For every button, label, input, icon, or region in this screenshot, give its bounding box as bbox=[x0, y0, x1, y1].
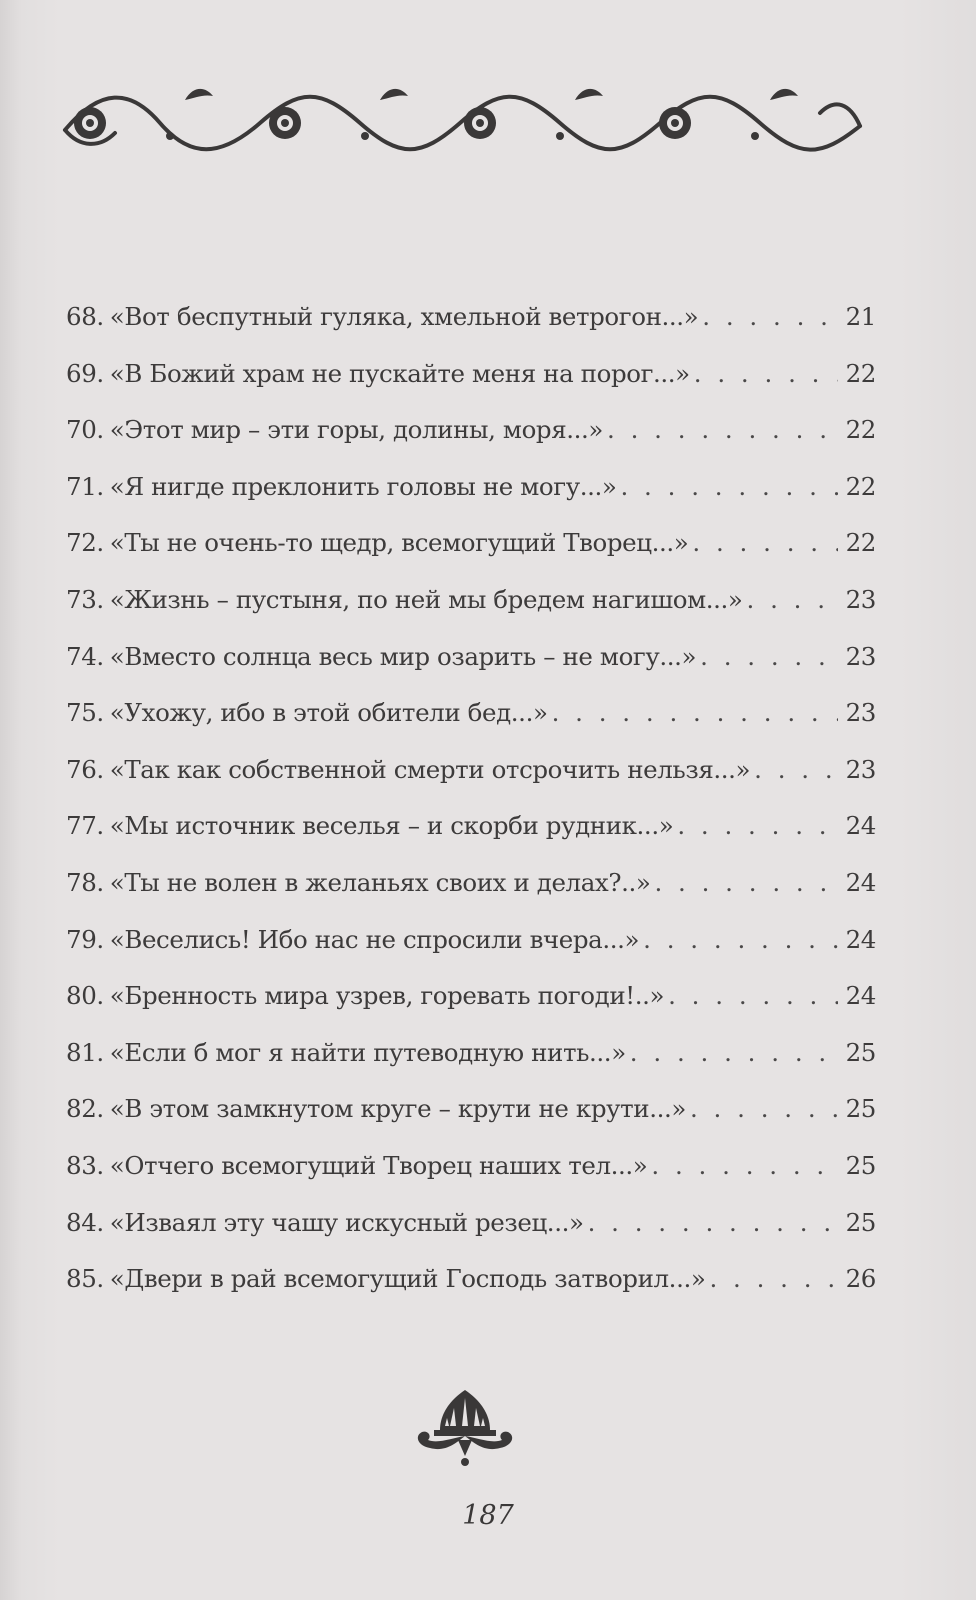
toc-leader-dots bbox=[754, 755, 838, 784]
toc-entry-number: 69. bbox=[66, 358, 104, 388]
toc-entry-number: 80. bbox=[66, 981, 104, 1011]
toc-entry bbox=[66, 1094, 876, 1151]
toc-leader-dots bbox=[651, 1151, 838, 1180]
toc-leader-dots bbox=[702, 302, 838, 331]
toc-leader-dots bbox=[694, 359, 838, 388]
toc-entry-title: «Вместо солнца весь мир озарить – не могу...» bbox=[109, 641, 697, 671]
toc-entry-page: 24 bbox=[845, 867, 876, 897]
toc-entry-number: 74. bbox=[66, 641, 104, 671]
toc-leader-dots bbox=[654, 868, 838, 897]
toc-entry-title: «Ухожу, ибо в этой обители бед...» bbox=[109, 698, 548, 728]
toc-entry-page: 25 bbox=[845, 1037, 876, 1067]
toc-entry-number: 85. bbox=[66, 1264, 104, 1294]
toc-entry-title: «Ты не волен в желаньях своих и делах?..» bbox=[109, 867, 651, 897]
toc-entry-page: 23 bbox=[845, 754, 876, 784]
toc-entry-number: 73. bbox=[66, 584, 104, 614]
toc-entry bbox=[66, 1264, 876, 1321]
toc-leader-dots bbox=[643, 925, 838, 954]
toc-entry-title: «Изваял эту чашу искусный резец...» bbox=[109, 1207, 584, 1237]
toc-entry-title: «Так как собственной смерти отсрочить нельзя...» bbox=[109, 754, 751, 784]
table-of-contents bbox=[66, 302, 876, 1321]
toc-entry bbox=[66, 472, 876, 529]
toc-leader-dots bbox=[692, 528, 838, 557]
toc-entry bbox=[66, 415, 876, 472]
toc-entry-number: 72. bbox=[66, 528, 104, 558]
palmette-ornament-icon bbox=[410, 1386, 520, 1470]
toc-entry-page: 25 bbox=[845, 1094, 876, 1124]
toc-leader-dots bbox=[747, 585, 838, 614]
toc-entry-number: 82. bbox=[66, 1094, 104, 1124]
toc-entry-page: 26 bbox=[845, 1264, 876, 1294]
toc-leader-dots bbox=[588, 1208, 838, 1237]
toc-entry-page: 23 bbox=[845, 584, 876, 614]
toc-leader-dots bbox=[709, 1264, 838, 1293]
toc-leader-dots bbox=[552, 698, 838, 727]
toc-entry bbox=[66, 302, 876, 359]
toc-entry-page: 22 bbox=[845, 528, 876, 558]
toc-leader-dots bbox=[677, 811, 838, 840]
toc-leader-dots bbox=[607, 415, 838, 444]
toc-entry-number: 81. bbox=[66, 1037, 104, 1067]
toc-entry bbox=[66, 811, 876, 868]
toc-entry-title: «Этот мир – эти горы, долины, моря...» bbox=[109, 415, 604, 445]
toc-entry bbox=[66, 642, 876, 699]
toc-entry-title: «Бренность мира узрев, горевать погоди!..» bbox=[109, 981, 665, 1011]
toc-entry-title: «Веселись! Ибо нас не спросили вчера...» bbox=[109, 924, 640, 954]
toc-entry-title: «Я нигде преклонить головы не могу...» bbox=[109, 471, 617, 501]
toc-entry-number: 75. bbox=[66, 698, 104, 728]
toc-entry-number: 68. bbox=[66, 302, 104, 331]
toc-entry bbox=[66, 755, 876, 812]
toc-entry-title: «В Божий храм не пускайте меня на порог...» bbox=[109, 358, 690, 388]
toc-entry-number: 77. bbox=[66, 811, 104, 841]
toc-entry-page: 22 bbox=[845, 415, 876, 445]
toc-entry-page: 25 bbox=[845, 1207, 876, 1237]
scroll-border-ornament-icon bbox=[60, 78, 875, 158]
toc-leader-dots bbox=[690, 1094, 838, 1123]
toc-entry-title: «Ты не очень-то щедр, всемогущий Творец...» bbox=[109, 528, 689, 558]
toc-entry-title: «Если б мог я найти путеводную нить...» bbox=[109, 1037, 626, 1067]
toc-entry-number: 71. bbox=[66, 471, 104, 501]
toc-entry-page: 21 bbox=[845, 302, 876, 331]
toc-leader-dots bbox=[630, 1038, 838, 1067]
toc-entry-page: 24 bbox=[845, 981, 876, 1011]
toc-entry bbox=[66, 1151, 876, 1208]
toc-entry-title: «Отчего всемогущий Творец наших тел...» bbox=[109, 1150, 648, 1180]
toc-entry-title: «Мы источник веселья – и скорби рудник...» bbox=[109, 811, 674, 841]
toc-entry bbox=[66, 981, 876, 1038]
toc-entry-page: 23 bbox=[845, 641, 876, 671]
toc-entry-number: 79. bbox=[66, 924, 104, 954]
toc-entry-page: 22 bbox=[845, 358, 876, 388]
toc-entry-page: 25 bbox=[845, 1150, 876, 1180]
toc-leader-dots bbox=[668, 981, 838, 1010]
toc-entry bbox=[66, 925, 876, 982]
toc-entry bbox=[66, 585, 876, 642]
toc-entry bbox=[66, 528, 876, 585]
toc-entry bbox=[66, 1208, 876, 1265]
page-number: 187 bbox=[462, 1500, 514, 1531]
toc-entry-title: «Жизнь – пустыня, по ней мы бредем нагишом...» bbox=[109, 584, 743, 614]
toc-leader-dots bbox=[700, 642, 838, 671]
toc-entry-page: 24 bbox=[845, 811, 876, 841]
toc-entry bbox=[66, 359, 876, 416]
toc-entry bbox=[66, 1038, 876, 1095]
toc-entry bbox=[66, 698, 876, 755]
toc-entry-page: 24 bbox=[845, 924, 876, 954]
toc-entry-title: «Двери в рай всемогущий Господь затворил...» bbox=[109, 1264, 706, 1294]
toc-leader-dots bbox=[620, 472, 838, 501]
toc-entry-page: 23 bbox=[845, 698, 876, 728]
toc-entry-title: «В этом замкнутом круге – крути не крути...» bbox=[109, 1094, 686, 1124]
toc-entry-number: 76. bbox=[66, 754, 104, 784]
toc-entry bbox=[66, 868, 876, 925]
toc-entry-number: 83. bbox=[66, 1150, 104, 1180]
toc-entry-title: «Вот беспутный гуляка, хмельной ветрогон...» bbox=[109, 302, 699, 331]
toc-entry-page: 22 bbox=[845, 471, 876, 501]
toc-entry-number: 78. bbox=[66, 867, 104, 897]
toc-entry-number: 70. bbox=[66, 415, 104, 445]
toc-entry-number: 84. bbox=[66, 1207, 104, 1237]
